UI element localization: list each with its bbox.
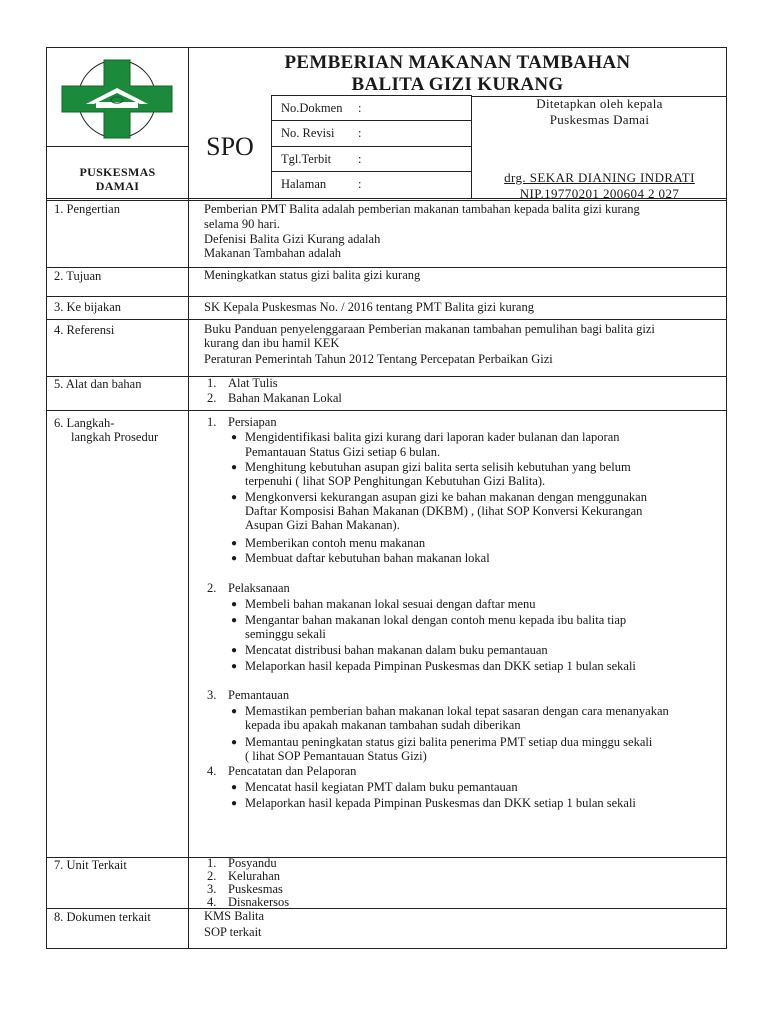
step-title-pemantauan: Pemantauan — [228, 688, 290, 702]
section-label-tujuan: 2. Tujuan — [54, 269, 102, 283]
list-item: Disnakersos — [228, 895, 290, 909]
pengertian-line: Makanan Tambahan adalah — [204, 246, 342, 260]
section-label-dokumen-terkait: 8. Dokumen terkait — [54, 910, 151, 924]
list-number: 2. — [207, 869, 217, 883]
bullet-icon: ● — [231, 462, 238, 473]
referensi-line: Buku Panduan penyelenggaraan Pemberian makanan tambahan pemulihan bagi balita gizi — [204, 322, 655, 336]
step-title-pelaksanaan: Pelaksanaan — [228, 581, 290, 595]
section-label-alat-bahan: 5. Alat dan bahan — [54, 377, 142, 391]
bullet-icon: ● — [231, 492, 238, 503]
document-title-line1: PEMBERIAN MAKANAN TAMBAHAN — [284, 52, 631, 73]
list-number: 1. — [207, 376, 217, 390]
bullet-icon: ● — [231, 645, 238, 656]
step-number: 1. — [207, 415, 217, 429]
step-bullet-line: ( lihat SOP Pemantauan Status Gizi) — [245, 749, 427, 763]
list-number: 3. — [207, 882, 217, 896]
step-bullet-line: Mengkonversi kekurangan asupan gizi ke bahan makanan dengan menggunakan — [245, 490, 647, 504]
approval-line1: Ditetapkan oleh kepala — [536, 96, 663, 111]
field-tgl-terbit-colon: : — [358, 152, 362, 166]
pengertian-line: Pemberian PMT Balita adalah pemberian makanan tambahan kepada balita gizi kurang — [204, 202, 640, 216]
field-no-revisi-label: No. Revisi — [281, 126, 335, 140]
bullet-icon: ● — [231, 599, 238, 610]
org-name-line1: PUSKESMAS — [79, 165, 156, 179]
step-bullet-line: Mencatat distribusi bahan makanan dalam buku pemantauan — [245, 643, 548, 657]
section-label-pengertian: 1. Pengertian — [54, 202, 120, 216]
step-number: 4. — [207, 764, 217, 778]
list-item: Bahan Makanan Lokal — [228, 391, 342, 405]
step-bullet-line: Mengantar bahan makanan lokal dengan contoh menu kepada ibu balita tiap — [245, 613, 627, 627]
list-item: Puskesmas — [228, 882, 283, 896]
section-label-kebijakan: 3. Ke bijakan — [54, 300, 121, 314]
section-label-referensi: 4. Referensi — [54, 323, 115, 337]
bullet-icon: ● — [231, 553, 238, 564]
step-bullet-line: Daftar Komposisi Bahan Makanan (DKBM) , (lihat SOP Konversi Kekurangan — [245, 504, 643, 518]
bullet-icon: ● — [231, 706, 238, 717]
pengertian-line: selama 90 hari. — [204, 217, 281, 231]
list-number: 2. — [207, 391, 217, 405]
step-bullet-line: terpenuhi ( lihat SOP Penghitungan Kebutuhan Gizi Balita). — [245, 474, 546, 488]
bullet-icon: ● — [231, 432, 238, 443]
step-bullet-line: Membuat daftar kebutuhan bahan makanan lokal — [245, 551, 490, 565]
document-title-line2: BALITA GIZI KURANG — [351, 74, 564, 95]
field-halaman-colon: : — [358, 177, 362, 191]
list-item: Alat Tulis — [228, 376, 278, 390]
list-item: Posyandu — [228, 856, 277, 870]
step-bullet-line: Membeli bahan makanan lokal sesuai dengan daftar menu — [245, 597, 536, 611]
step-bullet-line: Memantau peningkatan status gizi balita penerima PMT setiap dua minggu sekali — [245, 735, 653, 749]
step-title-pencatatan: Pencatatan dan Pelaporan — [228, 764, 357, 778]
step-bullet-line: Pemantauan Status Gizi setiap 6 bulan. — [245, 445, 441, 459]
step-bullet-line: seminggu sekali — [245, 627, 326, 641]
spo-label: SPO — [206, 132, 254, 161]
pengertian-line: Defenisi Balita Gizi Kurang adalah — [204, 232, 381, 246]
section-label-unit-terkait: 7. Unit Terkait — [54, 858, 127, 872]
list-item: Kelurahan — [228, 869, 281, 883]
referensi-line: kurang dan ibu hamil KEK — [204, 336, 340, 350]
bullet-icon: ● — [231, 737, 238, 748]
field-tgl-terbit-label: Tgl.Terbit — [281, 152, 332, 166]
dokumen-line: SOP terkait — [204, 925, 262, 939]
step-bullet-line: Menghitung kebutuhan asupan gizi balita serta selisih kebutuhan yang belum — [245, 460, 631, 474]
field-no-dokmen-label: No.Dokmen — [281, 101, 343, 115]
signer-name: drg. SEKAR DIANING INDRATI — [504, 170, 695, 185]
step-title-persiapan: Persiapan — [228, 415, 277, 429]
step-bullet-line: kepada ibu apakah makanan tambahan sudah diberikan — [245, 718, 521, 732]
list-number: 1. — [207, 856, 217, 870]
step-bullet-line: Melaporkan hasil kepada Pimpinan Puskesmas dan DKK setiap 1 bulan sekali — [245, 796, 636, 810]
section-label-langkah-cont: langkah Prosedur — [71, 430, 159, 444]
approval-line2: Puskesmas Damai — [549, 111, 650, 127]
section-label-langkah: 6. Langkah- — [54, 416, 115, 430]
puskesmas-logo — [60, 58, 174, 140]
signer-nip: NIP.19770201 200604 2 027 — [519, 186, 680, 201]
step-bullet-line: Mencatat hasil kegiatan PMT dalam buku pemantauan — [245, 780, 518, 794]
step-bullet-line: Mengidentifikasi balita gizi kurang dari laporan kader bulanan dan laporan — [245, 430, 620, 444]
bullet-icon: ● — [231, 782, 238, 793]
step-bullet-line: Asupan Gizi Bahan Makanan). — [245, 518, 400, 532]
step-bullet-line: Memberikan contoh menu makanan — [245, 536, 426, 550]
bullet-icon: ● — [231, 538, 238, 549]
step-number: 3. — [207, 688, 217, 702]
approval-block — [472, 96, 727, 127]
list-number: 4. — [207, 895, 217, 909]
field-no-revisi-colon: : — [358, 126, 362, 140]
step-bullet-line: Memastikan pemberian bahan makanan lokal tepat sasaran dengan cara menanyakan — [245, 704, 669, 718]
step-bullet-line: Melaporkan hasil kepada Pimpinan Puskesmas dan DKK setiap 1 bulan sekali — [245, 659, 636, 673]
org-name — [46, 165, 189, 193]
dokumen-line: KMS Balita — [204, 909, 265, 923]
field-halaman-label: Halaman — [281, 177, 327, 191]
bullet-icon: ● — [231, 661, 238, 672]
referensi-line: Peraturan Pemerintah Tahun 2012 Tentang Percepatan Perbaikan Gizi — [204, 352, 553, 366]
bullet-icon: ● — [231, 615, 238, 626]
org-name-line2: DAMAI — [95, 179, 140, 193]
tujuan-line: Meningkatkan status gizi balita gizi kurang — [204, 268, 421, 282]
field-no-dokmen-colon: : — [358, 101, 362, 115]
kebijakan-line: SK Kepala Puskesmas No. / 2016 tentang PMT Balita gizi kurang — [204, 300, 534, 314]
step-number: 2. — [207, 581, 217, 595]
bullet-icon: ● — [231, 798, 238, 809]
